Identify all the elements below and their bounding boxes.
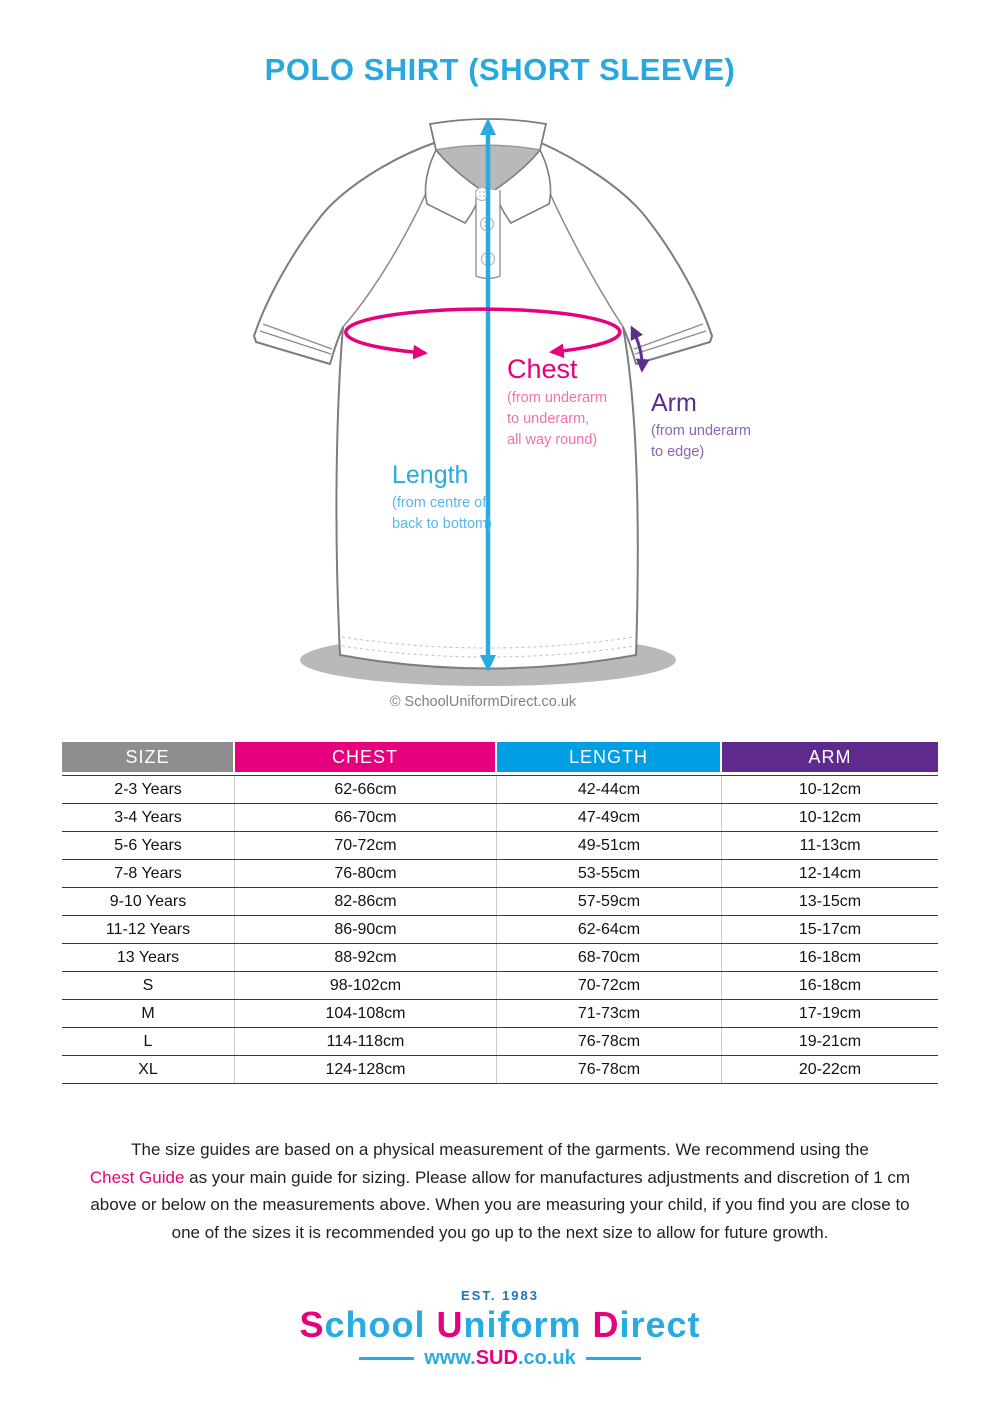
table-cell: 71-73cm [497,1000,722,1027]
table-cell: 62-66cm [235,776,497,803]
table-cell: 76-78cm [497,1056,722,1083]
table-row [62,860,938,888]
note-line: The size guides are based on a physical measurement of the garments. We recommend using the [131,1140,869,1159]
table-row [62,916,938,944]
table-cell: 76-80cm [235,860,497,887]
table-cell: 86-90cm [235,916,497,943]
established-text: EST. 1983 [461,1288,539,1303]
table-cell: 104-108cm [235,1000,497,1027]
table-cell: 47-49cm [497,804,722,831]
chest-annotation-title: Chest [507,354,578,384]
table-row [62,972,938,1000]
table-cell: 62-64cm [497,916,722,943]
table-cell: 3-4 Years [62,804,235,831]
table-cell: 124-128cm [235,1056,497,1083]
header-chest: CHEST [235,742,497,772]
chest-guide-highlight: Chest Guide [89,1167,185,1187]
table-cell: 16-18cm [798,948,862,966]
table-cell: L [62,1028,235,1055]
table-cell: 11-13cm [799,836,861,854]
table-row [62,804,938,832]
table-cell: 13 Years [62,944,235,971]
brand-url [0,1347,1000,1370]
table-row [62,776,938,804]
table-cell: 10-12cm [798,780,862,798]
brand-name: School Uniform Direct [299,1304,701,1345]
table-cell: 12-14cm [798,864,862,882]
length-annotation: Length (from centre of back to bottom) [392,461,492,532]
header-size: SIZE [62,742,235,772]
table-cell: XL [62,1056,235,1083]
table-cell: 11-12 Years [62,916,235,943]
table-cell: 13-15cm [798,892,862,910]
table-row [62,888,938,916]
table-row [62,944,938,972]
table-cell: 57-59cm [497,888,722,915]
size-table-body [62,775,938,1084]
table-cell: 16-18cm [798,976,862,994]
table-cell: 2-3 Years [62,776,235,803]
table-cell: 76-78cm [497,1028,722,1055]
table-cell: 7-8 Years [62,860,235,887]
table-cell: 88-92cm [235,944,497,971]
table-cell: 15-17cm [798,920,862,938]
table-cell: 10-12cm [798,808,862,826]
table-row [62,1000,938,1028]
table-row [62,832,938,860]
arm-annotation: Arm (from underarm to edge) [651,389,751,460]
url-text: www.SUD.co.uk [424,1346,576,1369]
table-cell: S [62,972,235,999]
note-line: one of the sizes it is recommended you go up to the next size to allow for future growth. [171,1222,829,1242]
length-annotation-title: Length [392,461,469,489]
table-cell: 82-86cm [235,888,497,915]
table-cell: 66-70cm [235,804,497,831]
table-cell: 53-55cm [497,860,722,887]
dash-line-right [586,1357,641,1360]
dash-line-left [359,1357,414,1360]
arm-annotation-title: Arm [651,389,697,417]
copyright-text: © SchoolUniformDirect.co.uk [389,694,577,710]
table-cell: 42-44cm [497,776,722,803]
table-cell: 98-102cm [235,972,497,999]
note-line: above or below on the measurements above. When you are measuring your child, if you find you are close to [90,1195,910,1214]
sizing-note [50,1136,950,1246]
table-cell: 70-72cm [235,832,497,859]
table-cell: 114-118cm [235,1028,497,1055]
table-row [62,1056,938,1084]
header-length: LENGTH [497,742,722,772]
table-cell: 5-6 Years [62,832,235,859]
table-cell: 19-21cm [798,1032,862,1050]
brand-logo [0,1288,1000,1370]
table-cell: 17-19cm [798,1004,862,1022]
table-row [62,1028,938,1056]
table-cell: 9-10 Years [62,888,235,915]
page-title: POLO SHIRT (SHORT SLEEVE) [264,52,736,87]
header-arm: ARM [722,742,938,772]
table-cell: 68-70cm [497,944,722,971]
size-table [62,742,938,1084]
table-cell: 49-51cm [497,832,722,859]
note-line: Chest Guide as your main guide for sizing. Please allow for manufactures adjustments and discretion of 1 cm [89,1167,911,1187]
chest-annotation: Chest (from underarm to underarm, all way round) [507,354,607,448]
table-cell: 70-72cm [497,972,722,999]
table-cell: M [62,1000,235,1027]
table-cell: 20-22cm [798,1060,862,1078]
size-table-header [62,742,938,772]
